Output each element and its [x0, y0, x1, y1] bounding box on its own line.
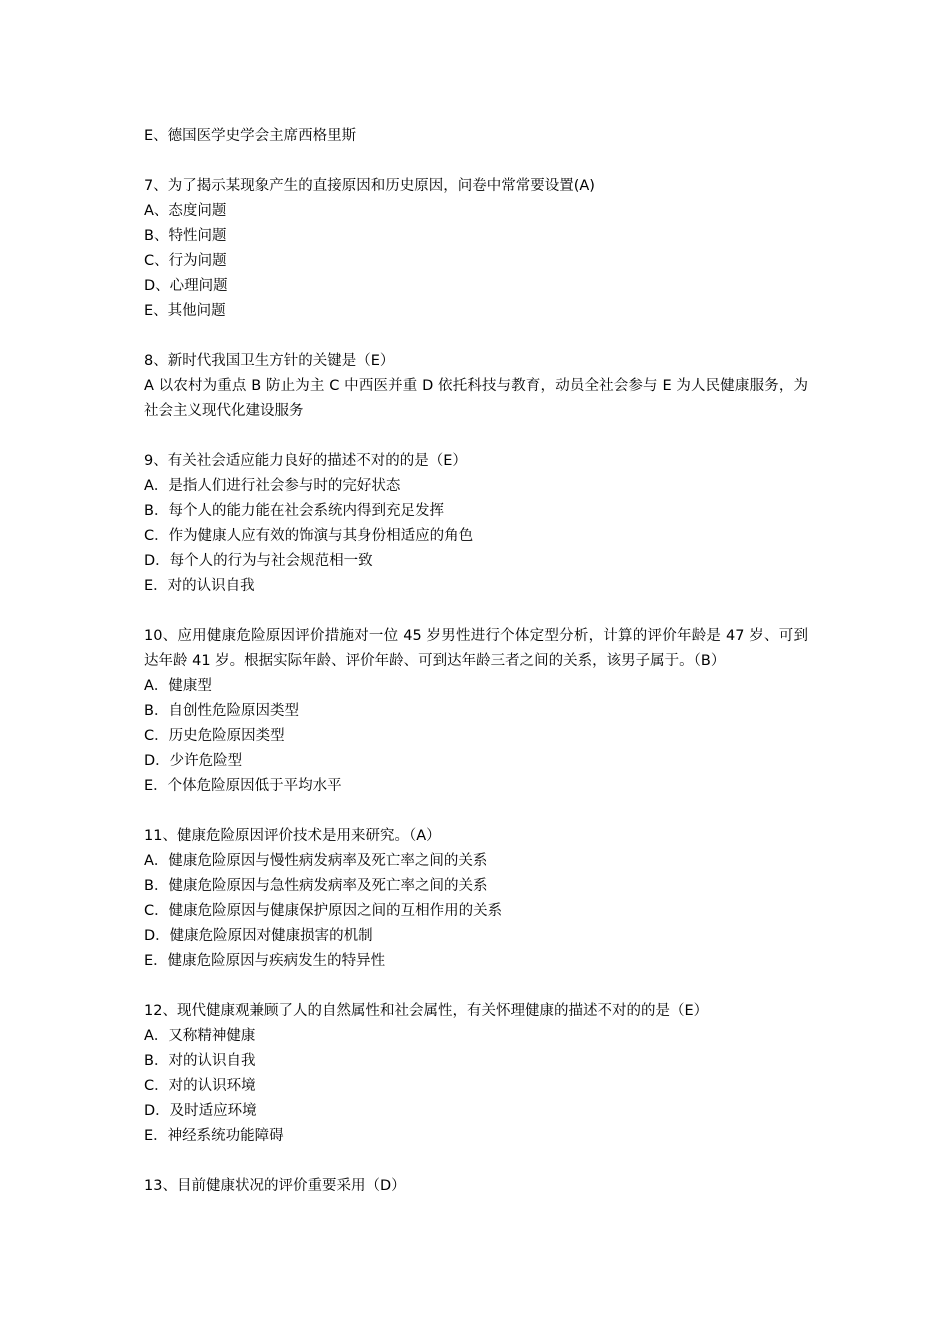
question-text: 9、有关社会适应能力良好的描述不对的的是（E）	[144, 453, 467, 469]
option-c: C．健康危险原因与健康保护原因之间的互相作用的关系	[144, 903, 503, 919]
option-a: A．又称精神健康	[144, 1028, 256, 1044]
question-8	[144, 349, 808, 424]
option-b: B．自创性危险原因类型	[144, 703, 299, 719]
question-7	[144, 174, 808, 324]
question-text: 12、现代健康观兼顾了人的自然属性和社会属性，有关怀理健康的描述不对的的是（E）	[144, 1003, 709, 1019]
option-e: E．对的认识自我	[144, 578, 255, 594]
question-10	[144, 624, 808, 799]
option-d: D．少许危险型	[144, 753, 243, 769]
question-9	[144, 449, 808, 599]
option-a: A、态度问题	[144, 203, 227, 219]
question-text: 10、应用健康危险原因评价措施对一位 45 岁男性进行个体定型分析，计算的评价年龄是 47 岁、可到达年龄 41 岁。根据实际年龄、评价年龄、可到达年龄三者之间的关系，该男子属于。（B）	[144, 628, 808, 669]
option-block-prev	[144, 124, 808, 149]
option-b: B．每个人的能力能在社会系统内得到充足发挥	[144, 503, 444, 519]
question-text: 8、新时代我国卫生方针的关键是（E）	[144, 353, 395, 369]
option-a: A．健康危险原因与慢性病发病率及死亡率之间的关系	[144, 853, 488, 869]
question-13	[144, 1174, 808, 1199]
option-c: C．对的认识环境	[144, 1078, 256, 1094]
option-d: D．健康危险原因对健康损害的机制	[144, 928, 373, 944]
option-b: B．对的认识自我	[144, 1053, 256, 1069]
question-11	[144, 824, 808, 974]
option-c: C．作为健康人应有效的饰演与其身份相适应的角色	[144, 528, 474, 544]
question-text: 7、为了揭示某现象产生的直接原因和历史原因，问卷中常常要设置(A)	[144, 178, 595, 194]
option-b: B、特性问题	[144, 228, 227, 244]
option-e: E．神经系统功能障碍	[144, 1128, 284, 1144]
option-d: D．及时适应环境	[144, 1103, 257, 1119]
option-c: C．历史危险原因类型	[144, 728, 285, 744]
options-paragraph: A 以农村为重点 B 防止为主 C 中西医并重 D 依托科技与教育，动员全社会参与 E 为人民健康服务，为社会主义现代化建设服务	[144, 378, 808, 419]
option-d: D、心理问题	[144, 278, 228, 294]
question-12	[144, 999, 808, 1149]
question-text: 13、目前健康状况的评价重要采用（D）	[144, 1178, 406, 1194]
option-c: C、行为问题	[144, 253, 227, 269]
option-e: E．个体危险原因低于平均水平	[144, 778, 342, 794]
option-a: A．是指人们进行社会参与时的完好状态	[144, 478, 401, 494]
option-d: D．每个人的行为与社会规范相一致	[144, 553, 373, 569]
question-text: 11、健康危险原因评价技术是用来研究。（A）	[144, 828, 441, 844]
option-line: E、德国医学史学会主席西格里斯	[144, 128, 357, 144]
option-e: E．健康危险原因与疾病发生的特异性	[144, 953, 386, 969]
option-e: E、其他问题	[144, 303, 226, 319]
document-content	[144, 124, 808, 1224]
option-a: A．健康型	[144, 678, 212, 694]
option-b: B．健康危险原因与急性病发病率及死亡率之间的关系	[144, 878, 488, 894]
